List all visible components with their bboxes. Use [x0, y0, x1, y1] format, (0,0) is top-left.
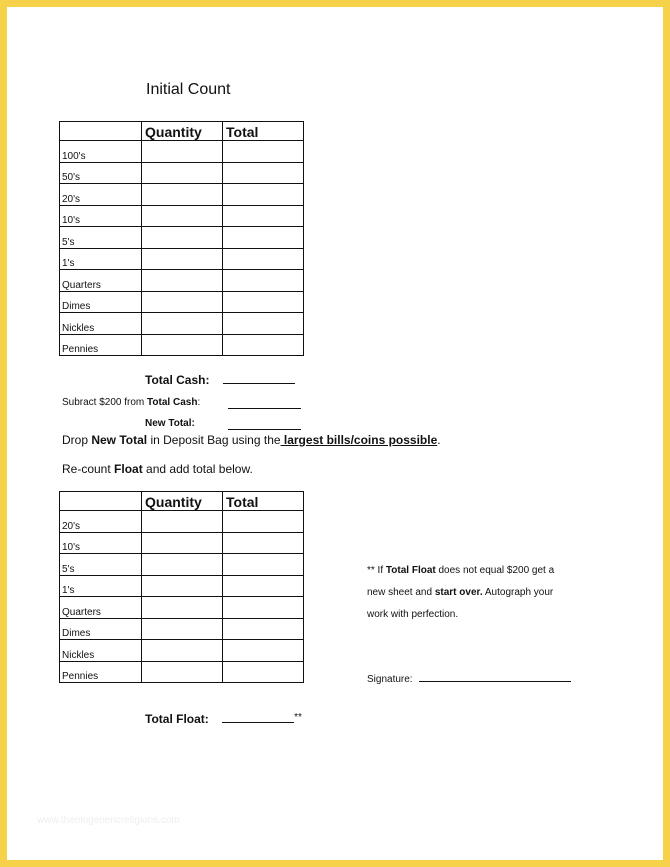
row-label: 20's [60, 511, 142, 533]
table-row [60, 640, 304, 662]
drop-bold-2: largest bills/coins possible [280, 433, 438, 447]
total-cell[interactable] [223, 661, 304, 683]
quantity-cell[interactable] [142, 184, 223, 206]
note-text-1: ** If [367, 565, 386, 576]
table-row [60, 205, 304, 227]
note-line-2 [367, 587, 553, 598]
table-row [60, 511, 304, 533]
total-cell[interactable] [223, 597, 304, 619]
row-label: Pennies [60, 334, 142, 356]
drop-text-2: in Deposit Bag using the [147, 433, 281, 447]
total-cell[interactable] [223, 141, 304, 163]
table-row [60, 554, 304, 576]
new-total-blank[interactable] [228, 429, 301, 430]
table-row [60, 248, 304, 270]
quantity-cell[interactable] [142, 661, 223, 683]
total-cash-blank[interactable] [223, 383, 295, 384]
quantity-cell[interactable] [142, 532, 223, 554]
table-row [60, 184, 304, 206]
total-cell[interactable] [223, 334, 304, 356]
signature-blank[interactable] [419, 681, 571, 682]
table-row [60, 291, 304, 313]
row-label: 10's [60, 205, 142, 227]
row-label: 50's [60, 162, 142, 184]
recount-instruction [62, 462, 253, 476]
subtract-row [62, 397, 200, 408]
initial-count-table [59, 121, 304, 356]
total-cell[interactable] [223, 227, 304, 249]
note-line-3: work with perfection. [367, 609, 459, 620]
drop-instruction [62, 433, 441, 447]
recount-bold: Float [114, 462, 143, 476]
total-cell[interactable] [223, 575, 304, 597]
quantity-cell[interactable] [142, 270, 223, 292]
total-cell[interactable] [223, 554, 304, 576]
row-label: 1's [60, 248, 142, 270]
row-label: 20's [60, 184, 142, 206]
total-cell[interactable] [223, 205, 304, 227]
quantity-cell[interactable] [142, 227, 223, 249]
quantity-cell[interactable] [142, 313, 223, 335]
quantity-cell[interactable] [142, 248, 223, 270]
initial-count-body [60, 141, 304, 356]
total-cell[interactable] [223, 291, 304, 313]
header-blank [60, 492, 142, 511]
total-cell[interactable] [223, 248, 304, 270]
float-count-body [60, 511, 304, 683]
table-row [60, 270, 304, 292]
note-bold-1: Total Float [385, 565, 436, 576]
recount-text-1: Re-count [62, 462, 115, 476]
header-quantity: Quantity [142, 492, 223, 511]
note-text-2: does not equal $200 get a [435, 565, 555, 576]
total-float-label: Total Float: [145, 712, 209, 726]
signature-label: Signature: [367, 674, 413, 685]
quantity-cell[interactable] [142, 205, 223, 227]
total-cell[interactable] [223, 640, 304, 662]
recount-text-2: and add total below. [142, 462, 253, 476]
total-cell[interactable] [223, 270, 304, 292]
table-row [60, 227, 304, 249]
drop-text-1: Drop [62, 433, 92, 447]
total-cell[interactable] [223, 618, 304, 640]
row-label: Quarters [60, 597, 142, 619]
table-row [60, 661, 304, 683]
table-row [60, 597, 304, 619]
quantity-cell[interactable] [142, 554, 223, 576]
table-row [60, 141, 304, 163]
subtract-bold: Total Cash [147, 397, 198, 408]
row-label: 5's [60, 227, 142, 249]
subtract-prefix: Subract $200 from [62, 397, 148, 408]
total-float-blank[interactable] [222, 722, 294, 723]
watermark: www.theologenericreligions.com [37, 815, 180, 826]
drop-bold-1: New Total [91, 433, 148, 447]
row-label: Dimes [60, 618, 142, 640]
page-title: Initial Count [146, 81, 231, 98]
header-total: Total [223, 492, 304, 511]
note-bold-2: start over. [434, 587, 483, 598]
total-cell[interactable] [223, 511, 304, 533]
quantity-cell[interactable] [142, 141, 223, 163]
float-count-table [59, 491, 304, 683]
quantity-cell[interactable] [142, 575, 223, 597]
total-float-suffix: ** [294, 712, 302, 723]
table-row [60, 618, 304, 640]
quantity-cell[interactable] [142, 618, 223, 640]
total-cell[interactable] [223, 162, 304, 184]
quantity-cell[interactable] [142, 511, 223, 533]
total-cell[interactable] [223, 184, 304, 206]
subtract-suffix: : [197, 397, 201, 408]
quantity-cell[interactable] [142, 291, 223, 313]
total-cell[interactable] [223, 532, 304, 554]
row-label: 100's [60, 141, 142, 163]
new-total-label: New Total: [145, 418, 195, 429]
header-quantity: Quantity [142, 122, 223, 141]
quantity-cell[interactable] [142, 334, 223, 356]
table-header-row [60, 122, 304, 141]
total-cell[interactable] [223, 313, 304, 335]
note-text-3: new sheet and [367, 587, 435, 598]
quantity-cell[interactable] [142, 162, 223, 184]
row-label: Dimes [60, 291, 142, 313]
row-label: 10's [60, 532, 142, 554]
table-row [60, 532, 304, 554]
total-cash-label: Total Cash: [145, 373, 210, 387]
quantity-cell[interactable] [142, 597, 223, 619]
table-row [60, 162, 304, 184]
row-label: 1's [60, 575, 142, 597]
total-float-row [145, 712, 302, 726]
signature-row [367, 674, 571, 685]
quantity-cell[interactable] [142, 640, 223, 662]
header-blank [60, 122, 142, 141]
table-row [60, 334, 304, 356]
total-cash-row [145, 373, 295, 387]
row-label: Quarters [60, 270, 142, 292]
row-label: Nickles [60, 313, 142, 335]
row-label: Nickles [60, 640, 142, 662]
drop-text-3: . [437, 433, 441, 447]
table-header-row [60, 492, 304, 511]
form-page [7, 7, 663, 860]
note-text-4: Autograph your [482, 587, 554, 598]
row-label: Pennies [60, 661, 142, 683]
table-row [60, 575, 304, 597]
row-label: 5's [60, 554, 142, 576]
table-row [60, 313, 304, 335]
header-total: Total [223, 122, 304, 141]
subtract-blank[interactable] [228, 408, 301, 409]
note-line-1 [367, 565, 554, 576]
